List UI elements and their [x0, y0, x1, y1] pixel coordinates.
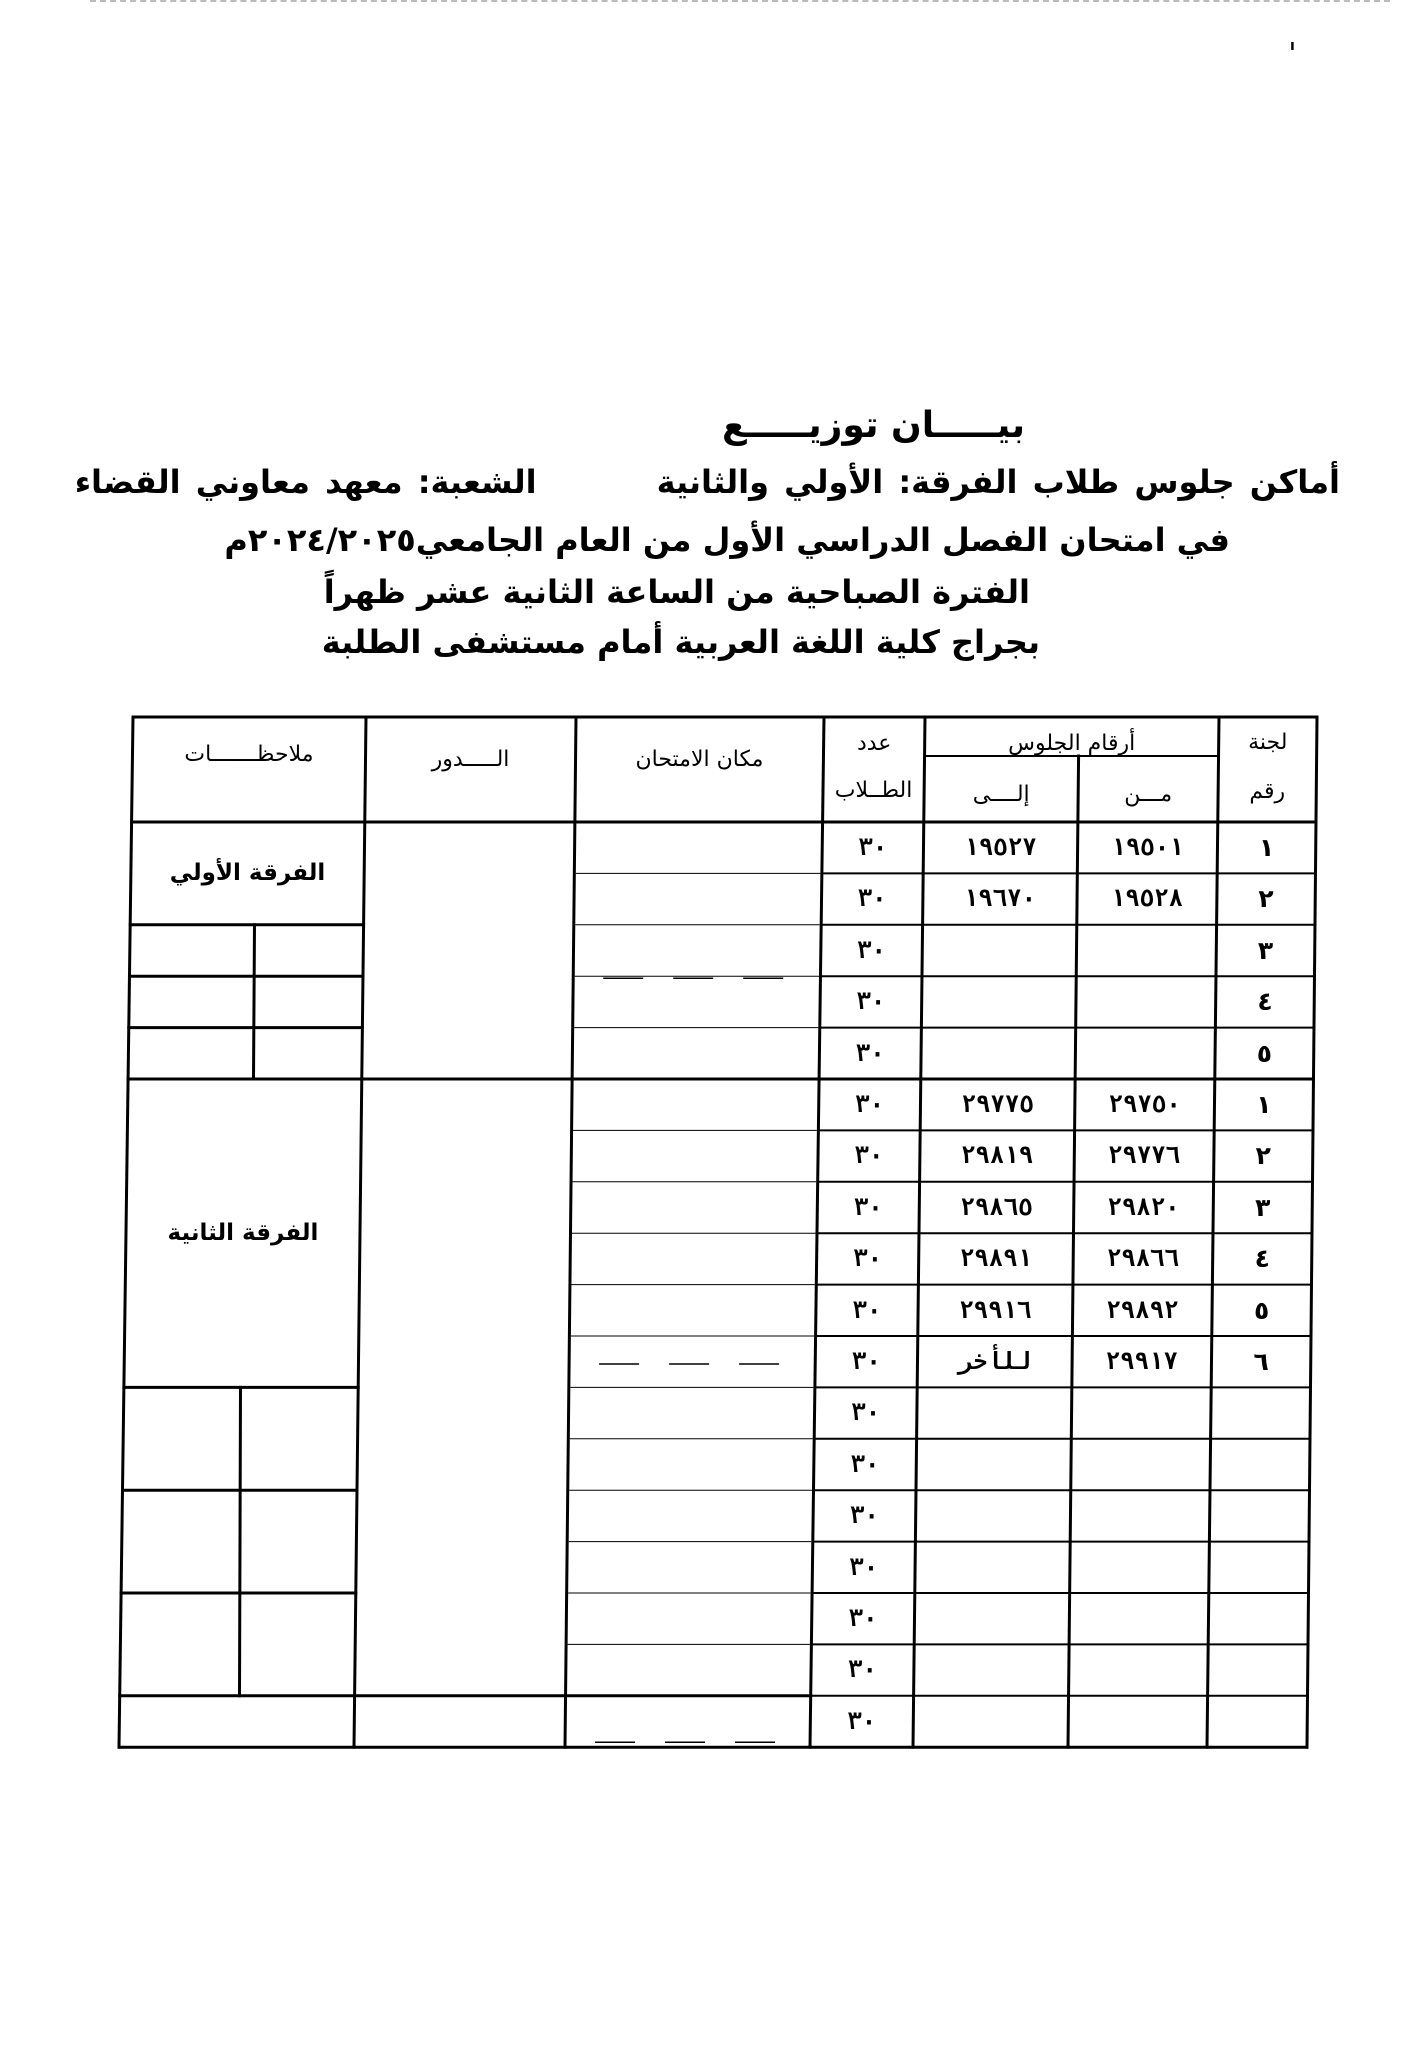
seat-from	[1075, 1028, 1215, 1079]
student-count: ٣٠	[853, 1192, 883, 1221]
exam-location: بجراج كلية اللغة العربية أمام مستشفى الطلبة	[321, 623, 1040, 661]
from-header: مـــن	[1124, 782, 1173, 807]
seat-to: للأخر	[958, 1347, 1031, 1375]
seat-to: ١٩٦٧٠	[963, 884, 1037, 913]
committee-number	[1211, 1387, 1310, 1438]
seat-from	[1068, 1696, 1207, 1747]
seat-from: ٢٩٧٥٠	[1108, 1090, 1181, 1118]
committee-number: ٢	[1255, 1141, 1271, 1171]
seat-to	[914, 1593, 1069, 1644]
committee-number: ٥	[1254, 1295, 1270, 1325]
seat-from	[1072, 1387, 1211, 1438]
seat-to	[914, 1644, 1069, 1695]
seat-to: ٢٩٨٩١	[959, 1244, 1033, 1273]
student-count: ٣٠	[852, 1295, 882, 1324]
seat-to	[913, 1696, 1068, 1747]
student-count: ٣٠	[848, 1655, 877, 1684]
student-count: ٣٠	[847, 1706, 877, 1735]
seat-to	[917, 1387, 1072, 1438]
division: الشعبة: معهد معاوني القضاء	[74, 463, 537, 501]
student-count: ٣٠	[854, 1141, 884, 1170]
student-count: ٣٠	[855, 1038, 885, 1067]
group-label-second: الفرقة الثانية	[167, 1220, 319, 1246]
student-count: ٣٠	[857, 884, 887, 913]
committee-number: ٥	[1256, 1038, 1273, 1068]
to-header: إلــــى	[972, 782, 1030, 807]
student-count: ٣٠	[856, 987, 886, 1016]
document-title: بيـــــان توزيـــــع	[722, 405, 1025, 446]
seat-from: ٢٩٨٢٠	[1107, 1192, 1180, 1221]
seat-from: ١٩٥٢٨	[1110, 884, 1184, 913]
seat-to	[915, 1542, 1070, 1593]
committee-number	[1207, 1696, 1307, 1747]
committee-number: ١	[1256, 1090, 1272, 1119]
committee-number	[1210, 1490, 1310, 1541]
seat-from	[1071, 1439, 1210, 1490]
seat-to: ٢٩٧٧٥	[961, 1090, 1034, 1118]
student-count: ٣٠	[857, 935, 886, 964]
seat-from	[1069, 1593, 1208, 1644]
seat-to	[921, 1028, 1075, 1079]
count-header-2: الطــلاب	[834, 778, 913, 803]
student-count: ٣٠	[853, 1244, 883, 1273]
committee-header-2: رقم	[1249, 779, 1286, 804]
seat-from: ٢٩٨٦٦	[1106, 1244, 1180, 1273]
student-count: ٣٠	[849, 1552, 879, 1581]
committee-number: ٤	[1257, 987, 1273, 1017]
committee-number	[1208, 1593, 1308, 1644]
committee-number: ٣	[1257, 935, 1274, 965]
seats-header: أرقام الجلوس	[1008, 731, 1136, 756]
round-header: الـــــدور	[431, 747, 510, 772]
margin-mark: ı	[1290, 38, 1295, 54]
notes-subgrid-line	[254, 925, 255, 1079]
committee-number: ٣	[1255, 1192, 1271, 1222]
student-count: ٣٠	[851, 1398, 881, 1427]
seat-to: ٢٩٨٦٥	[960, 1192, 1033, 1221]
seat-from: ٢٩٩١٧	[1105, 1347, 1178, 1375]
seat-to: ٢٩٩١٦	[959, 1295, 1032, 1324]
seat-to	[916, 1490, 1071, 1541]
student-count: ٣٠	[858, 833, 888, 861]
committee-header: لجنة	[1248, 730, 1288, 755]
exam-period: الفترة الصباحية من الساعة الثانية عشر ظهراً	[323, 573, 1030, 611]
seat-to	[922, 976, 1076, 1027]
committee-number: ٤	[1254, 1244, 1270, 1274]
student-count: ٣٠	[848, 1604, 878, 1632]
committee-number	[1208, 1644, 1308, 1695]
seat-from: ٢٩٧٧٦	[1107, 1141, 1181, 1170]
group-label-first: الفرقة الأولي	[169, 860, 326, 886]
seat-from	[1070, 1542, 1209, 1593]
place-header: مكان الامتحان	[635, 747, 764, 772]
exam-term: في امتحان الفصل الدراسي الأول من العام الجامعي٢٠٢٤/٢٠٢٥م	[224, 521, 1230, 559]
seat-from	[1069, 1644, 1208, 1695]
notes-subgrid-line	[240, 1387, 241, 1695]
committee-number: ٢	[1258, 884, 1274, 914]
committee-number: ٦	[1253, 1347, 1269, 1376]
seat-to	[922, 925, 1076, 976]
notes-header: ملاحظـــــــات	[184, 742, 314, 767]
seat-to	[916, 1439, 1071, 1490]
seat-from: ١٩٥٠١	[1111, 833, 1184, 861]
seat-from	[1077, 925, 1217, 976]
student-count: ٣٠	[850, 1449, 880, 1478]
count-header: عدد	[856, 731, 892, 756]
seat-to: ١٩٥٢٧	[964, 833, 1037, 861]
seat-from	[1070, 1490, 1209, 1541]
seat-from: ٢٩٨٩٢	[1106, 1295, 1179, 1324]
committee-number: ١	[1258, 833, 1275, 862]
committee-number	[1209, 1542, 1309, 1593]
seat-from	[1076, 976, 1216, 1027]
student-count: ٣٠	[851, 1347, 881, 1375]
student-count: ٣٠	[855, 1090, 885, 1118]
committee-number	[1210, 1439, 1309, 1490]
students-grade: أماكن جلوس طلاب الفرقة: الأولي والثانية	[656, 463, 1340, 501]
student-count: ٣٠	[849, 1501, 879, 1530]
seat-to: ٢٩٨١٩	[960, 1141, 1034, 1170]
